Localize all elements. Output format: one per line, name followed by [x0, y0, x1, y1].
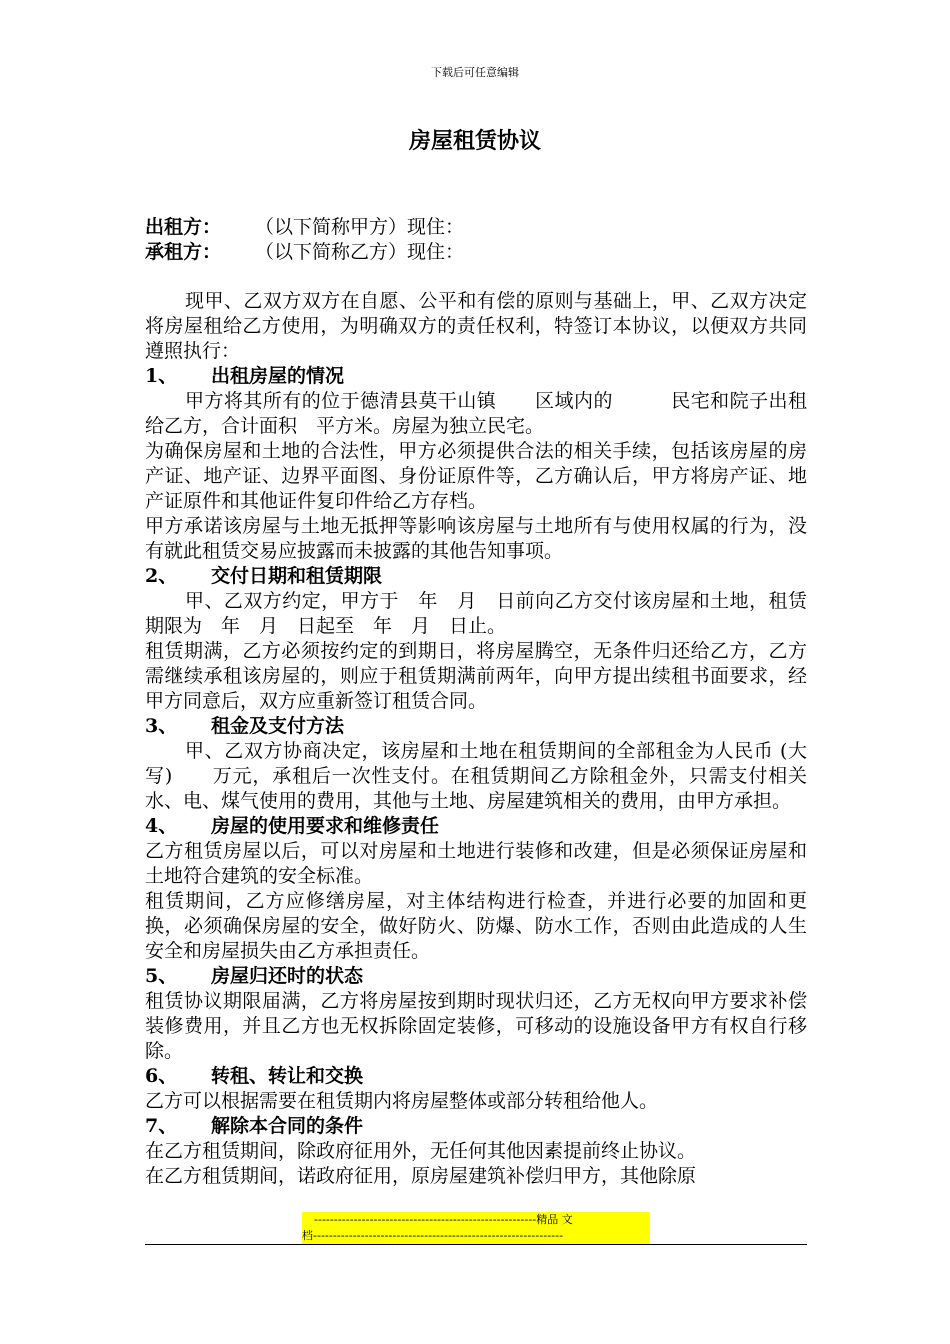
- lessee-label: 承租方：: [145, 241, 222, 263]
- section-heading: [145, 564, 807, 589]
- paragraph: 租赁期满，乙方必须按约定的到期日，将房屋腾空，无条件归还给乙方，乙方需继续承租该房屋的，则应于租赁期满前两年，向甲方提出续租书面要求，经甲方同意后，双方应重新签订租赁合同。: [145, 640, 807, 712]
- paragraph: 甲、乙双方协商决定，该房屋和土地在租赁期间的全部租金为人民币 (大写) 万元，承租后一次性支付。在租赁期间乙方除租金外，只需支付相关水、电、煤气使用的费用，其他与土地、房屋建筑相关的费用，由甲方承担。: [145, 740, 807, 812]
- footer-line-1: --------------------------------------------------------精品 文: [314, 1213, 573, 1226]
- section-number: 5、: [145, 965, 178, 987]
- paragraph: 乙方可以根据需要在租赁期内将房屋整体或部分转租给他人。: [145, 1090, 659, 1112]
- document-body: [145, 289, 807, 1189]
- section-1: [145, 364, 807, 564]
- section-7: [145, 1114, 807, 1189]
- section-title: 转租、转让和交换: [211, 1065, 364, 1087]
- section-5: [145, 964, 807, 1064]
- section-heading: [145, 1064, 807, 1089]
- section-title: 房屋归还时的状态: [211, 965, 364, 987]
- lessee-line: [145, 240, 825, 265]
- paragraph: 在乙方租赁期间，诺政府征用，原房屋建筑补偿归甲方，其他除原: [145, 1165, 697, 1187]
- section-number: 3、: [145, 715, 178, 737]
- intro-paragraph: 现甲、乙双方双方在自愿、公平和有偿的原则与基础上，甲、乙双方决定将房屋租给乙方使用，为明确双方的责任权利，特签订本协议，以便双方共同遵照执行：: [145, 290, 807, 362]
- lessor-label: 出租方：: [145, 216, 222, 238]
- section-2: [145, 564, 807, 714]
- section-3: [145, 714, 807, 814]
- paragraph: 甲方将其所有的位于德清县莫干山镇 区域内的 民宅和院子出租给乙方，合计面积 平方米。房屋为独立民宅。: [145, 390, 807, 437]
- paragraph: 在乙方租赁期间，除政府征用外，无任何其他因素提前终止协议。: [145, 1140, 697, 1162]
- section-number: 2、: [145, 565, 178, 587]
- section-number: 4、: [145, 815, 178, 837]
- section-number: 6、: [145, 1065, 178, 1087]
- footer-watermark-band: [302, 1212, 650, 1244]
- section-number: 7、: [145, 1115, 178, 1137]
- section-heading: [145, 814, 807, 839]
- lessor-text: （以下简称甲方）现住：: [255, 216, 465, 238]
- section-heading: [145, 964, 807, 989]
- paragraph: 租赁期间，乙方应修缮房屋，对主体结构进行检查，并进行必要的加固和更换，必须确保房屋的安全，做好防火、防爆、防水工作，否则由此造成的人生安全和房屋损失由乙方承担责任。: [145, 890, 807, 962]
- paragraph: 甲方承诺该房屋与土地无抵押等影响该房屋与土地所有与使用权属的行为，没有就此租赁交易应披露而未披露的其他告知事项。: [145, 515, 807, 562]
- footer-divider: [145, 1244, 807, 1245]
- section-6: [145, 1064, 807, 1114]
- section-title: 出租房屋的情况: [211, 365, 345, 387]
- section-title: 房屋的使用要求和维修责任: [211, 815, 440, 837]
- section-title: 解除本合同的条件: [211, 1115, 364, 1137]
- section-title: 租金及支付方法: [211, 715, 345, 737]
- lessor-line: [145, 215, 825, 240]
- paragraph: 乙方租赁房屋以后，可以对房屋和土地进行装修和改建，但是必须保证房屋和土地符合建筑的安全标准。: [145, 840, 807, 887]
- section-heading: [145, 364, 807, 389]
- page-header-note: 下载后可任意编辑: [431, 66, 519, 79]
- footer-line-2: 档---------------------------------------------------------------: [302, 1229, 564, 1242]
- document-title: 房屋租赁协议: [408, 128, 541, 154]
- section-heading: [145, 714, 807, 739]
- section-title: 交付日期和租赁期限: [211, 565, 383, 587]
- paragraph: 租赁协议期限届满，乙方将房屋按到期时现状归还，乙方无权向甲方要求补偿装修费用，并且乙方也无权拆除固定装修，可移动的设施设备甲方有权自行移除。: [145, 990, 807, 1062]
- section-number: 1、: [145, 365, 178, 387]
- paragraph: 甲、乙双方约定，甲方于 年 月 日前向乙方交付该房屋和土地，租赁期限为 年 月 日起至 年 月 日止。: [145, 590, 807, 637]
- section-heading: [145, 1114, 807, 1139]
- paragraph: 为确保房屋和土地的合法性，甲方必须提供合法的相关手续，包括该房屋的房产证、地产证、边界平面图、身份证原件等，乙方确认后，甲方将房产证、地产证原件和其他证件复印件给乙方存档。: [145, 440, 807, 512]
- lessee-text: （以下简称乙方）现住：: [255, 241, 465, 263]
- section-4: [145, 814, 807, 964]
